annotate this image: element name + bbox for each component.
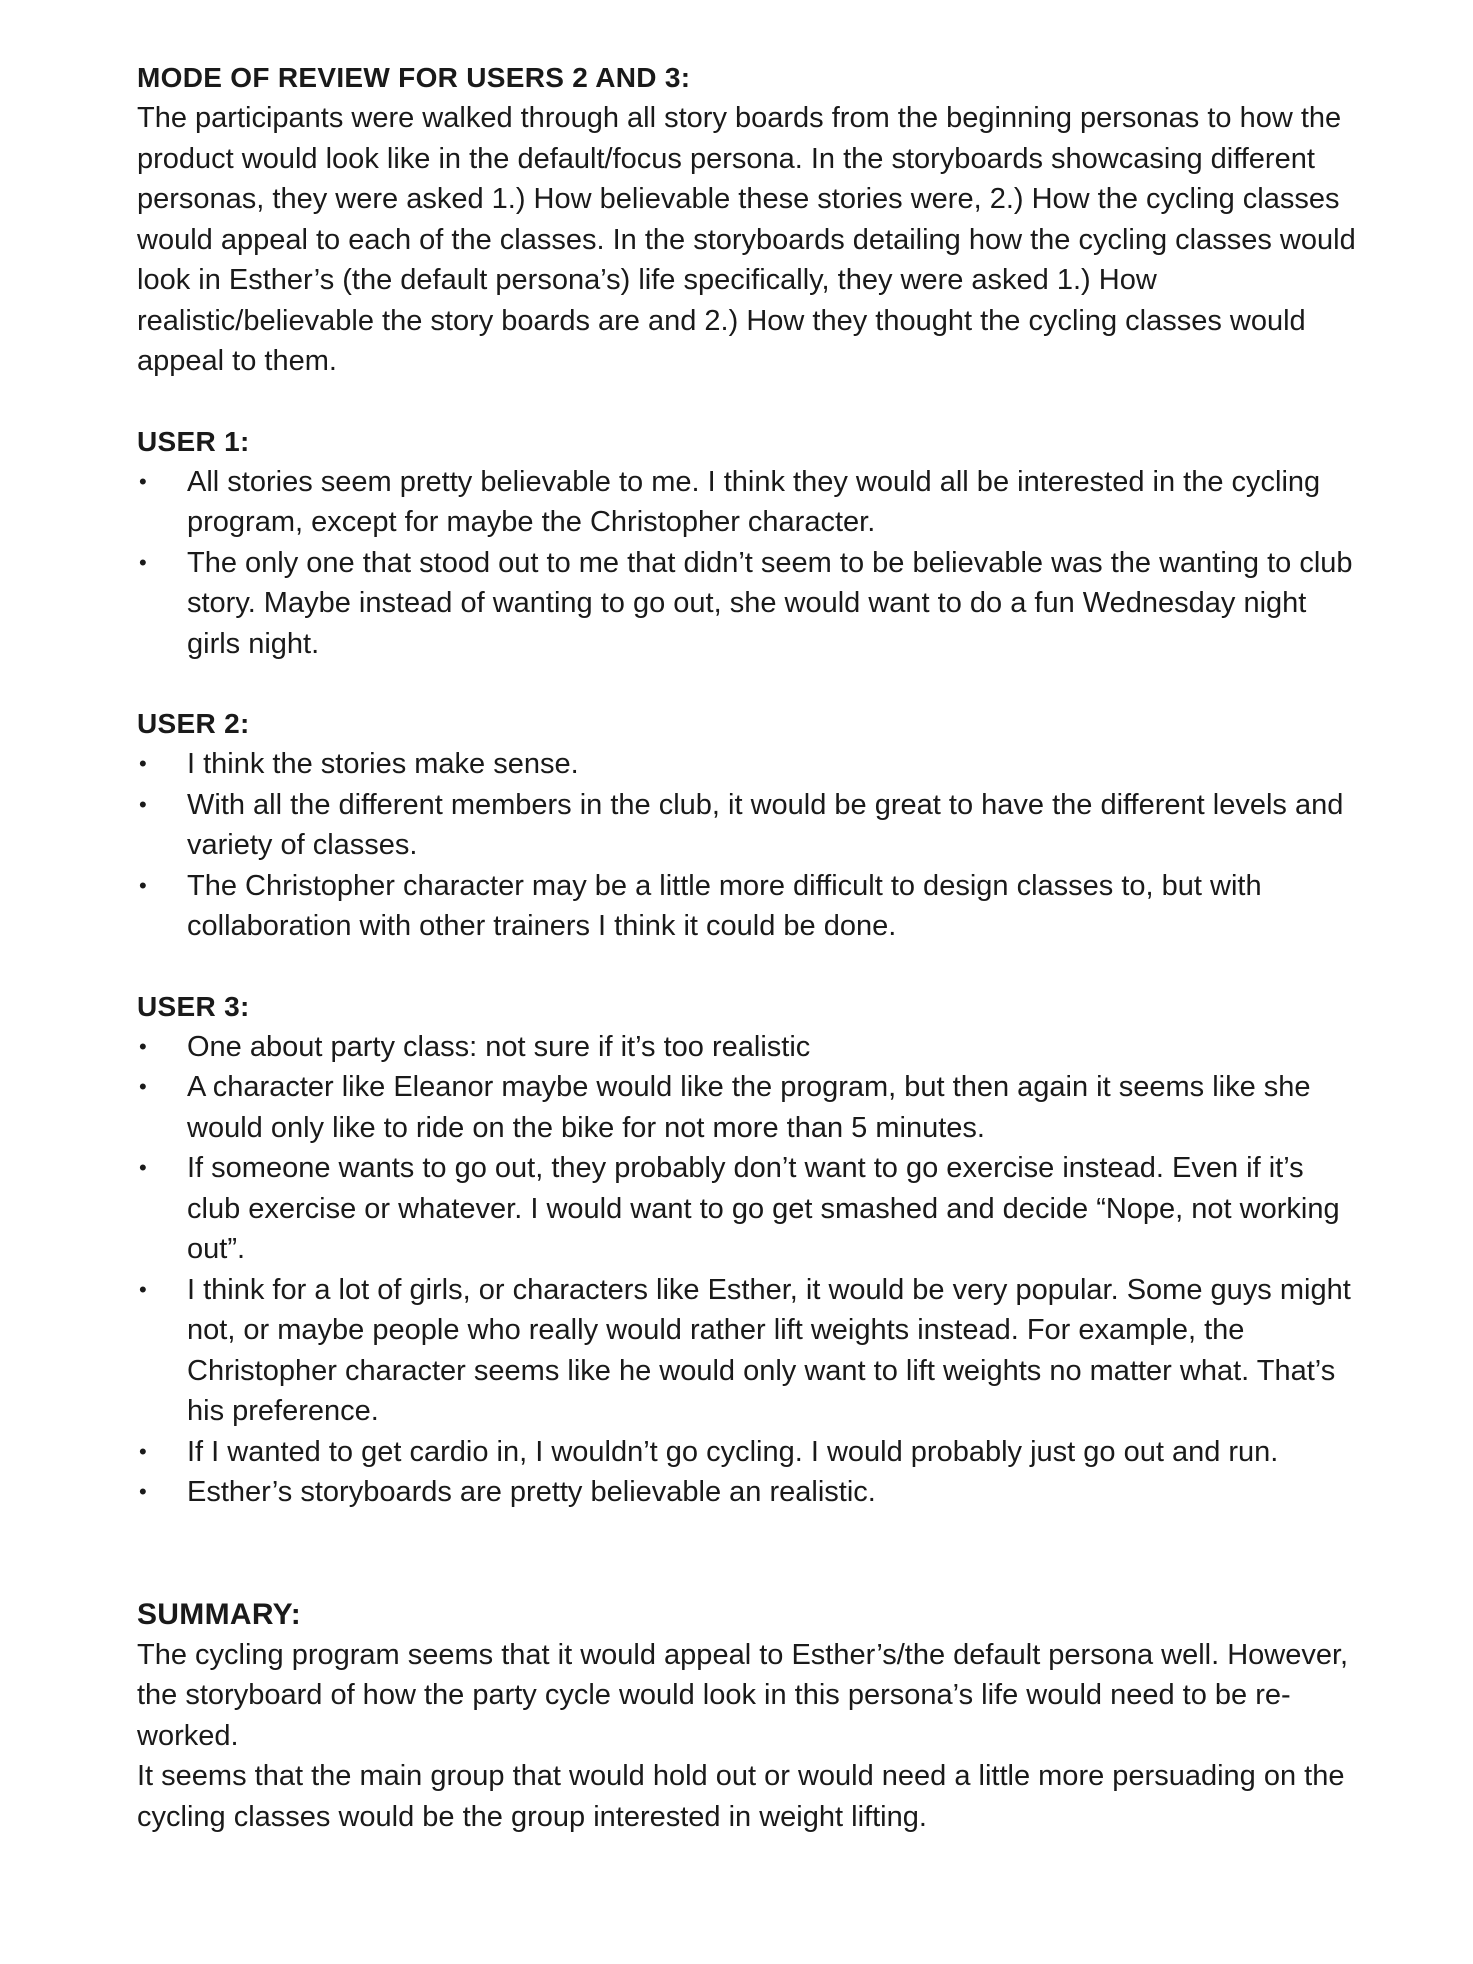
feedback-text: A character like Eleanor maybe would like the program, but then again it seems like she would only like to ride on the bike for not more than 5 minutes.	[187, 1071, 1311, 1144]
review-mode-section	[137, 58, 1357, 382]
feedback-text: With all the different members in the club, it would be great to have the different levels and variety of classes.	[187, 788, 1344, 861]
user-1-heading: USER 1:	[137, 425, 250, 457]
bullet-icon: •	[139, 1155, 147, 1180]
summary-heading: SUMMARY:	[137, 1597, 302, 1631]
review-mode-body: The participants were walked through all story boards from the beginning personas to how the product would look like in the default/focus persona. In the storyboards showcasing different personas, they were asked 1.) How believable these stories were, 2.) How the cycling classes would appeal to each of the classes. In the storyboards detailing how the cycling classes would look in Esther’s (the default persona’s) life specifically, they were asked 1.) How realistic/believable the story boards are and 2.) How they thought the cycling classes would appeal to them.	[137, 102, 1356, 377]
bullet-icon: •	[139, 1033, 147, 1059]
document-page	[137, 58, 1357, 1837]
feedback-text: One about party class: not sure if it’s too realistic	[187, 1030, 811, 1063]
bullet-icon: •	[139, 1479, 147, 1504]
list-item	[137, 1027, 1357, 1068]
summary-paragraph-1: The cycling program seems that it would appeal to Esther’s/the default persona well. However, the storyboard of how the party cycle would look in this persona’s life would need to be re-worked.	[137, 1638, 1349, 1752]
user-3-feedback-list	[137, 1027, 1357, 1513]
feedback-text: The Christopher character may be a little more difficult to design classes to, but with collaboration with other trainers I think it could be done.	[187, 869, 1262, 942]
bullet-icon: •	[139, 549, 147, 575]
feedback-text: The only one that stood out to me that didn’t seem to be believable was the wanting to club story. Maybe instead of wanting to go out, she would want to do a fun Wednesday night girls night.	[187, 546, 1353, 660]
list-item	[137, 1432, 1357, 1473]
feedback-text: All stories seem pretty believable to me. I think they would all be interested in the cycling program, except for maybe the Christopher character.	[187, 465, 1321, 538]
list-item	[137, 744, 1357, 785]
list-item	[137, 543, 1357, 665]
feedback-text: If I wanted to get cardio in, I wouldn’t go cycling. I would probably just go out and run.	[187, 1435, 1279, 1468]
feedback-text: I think the stories make sense.	[187, 748, 579, 780]
bullet-icon: •	[139, 1438, 147, 1464]
review-mode-heading: MODE OF REVIEW FOR USERS 2 AND 3:	[137, 62, 691, 93]
bullet-icon: •	[139, 791, 147, 817]
bullet-icon: •	[139, 468, 147, 494]
feedback-text: If someone wants to go out, they probably don’t want to go exercise instead. Even if it’s club exercise or whatever. I would want to go get smashed and decide “Nope, not working out”.	[187, 1152, 1340, 1265]
summary-paragraph-2: It seems that the main group that would hold out or would need a little more persuading on the cycling classes would be the group interested in weight lifting.	[137, 1760, 1345, 1833]
feedback-text: I think for a lot of girls, or characters like Esther, it would be very popular. Some guys might not, or maybe people who really would rather lift weights instead. For example, the Christopher character seems like he would only want to lift weights no matter what. That’s his preference.	[187, 1273, 1351, 1427]
bullet-icon: •	[139, 1276, 147, 1302]
user-3-section	[137, 987, 1357, 1513]
list-item	[137, 1148, 1357, 1270]
user-2-heading: USER 2:	[137, 708, 250, 739]
user-2-feedback-list	[137, 744, 1357, 947]
bullet-icon: •	[139, 872, 147, 898]
list-item	[137, 785, 1357, 866]
user-3-heading: USER 3:	[137, 990, 250, 1022]
user-1-feedback-list	[137, 462, 1357, 665]
list-item	[137, 1067, 1357, 1148]
bullet-icon: •	[139, 751, 147, 776]
list-item	[137, 1472, 1357, 1513]
list-item	[137, 866, 1357, 947]
user-2-section	[137, 704, 1357, 947]
list-item	[137, 462, 1357, 543]
summary-section	[137, 1595, 1357, 1838]
user-1-section	[137, 422, 1357, 665]
bullet-icon: •	[139, 1074, 147, 1099]
list-item	[137, 1270, 1357, 1432]
feedback-text: Esther’s storyboards are pretty believable an realistic.	[187, 1476, 876, 1508]
